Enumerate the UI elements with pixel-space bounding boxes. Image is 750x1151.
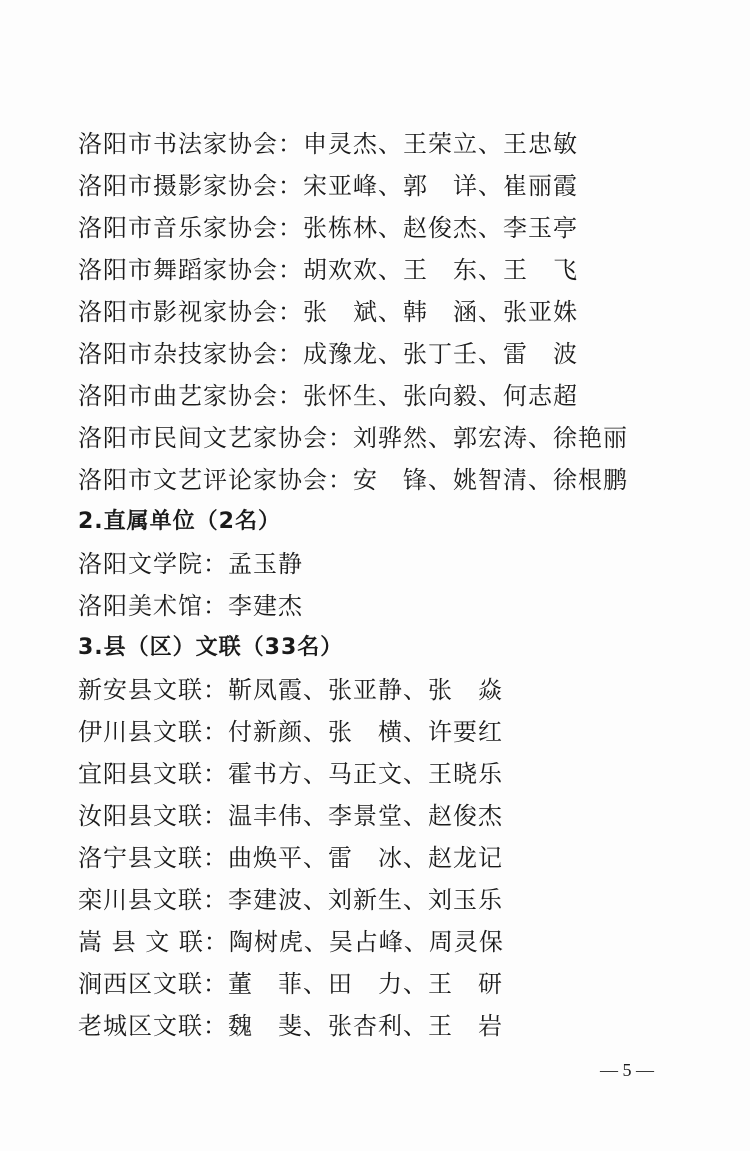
county-line-luanchuan: 栾川县文联：李建波、刘新生、刘玉乐 bbox=[78, 886, 503, 914]
section-heading-county-federations: 3.县（区）文联（33名） bbox=[78, 635, 344, 660]
county-line-songxian: 嵩 县 文 联：陶树虎、吴占峰、周灵保 bbox=[78, 928, 504, 956]
association-line-photography: 洛阳市摄影家协会：宋亚峰、郭 详、崔丽霞 bbox=[78, 172, 578, 200]
association-line-film: 洛阳市影视家协会：张 斌、韩 涵、张亚姝 bbox=[78, 298, 578, 326]
county-line-yichuan: 伊川县文联：付新颜、张 横、许要红 bbox=[78, 718, 503, 746]
county-line-laocheng: 老城区文联：魏 斐、张杏利、王 岩 bbox=[78, 1012, 503, 1040]
association-line-art-criticism: 洛阳市文艺评论家协会：安 锋、姚智清、徐根鹏 bbox=[78, 466, 628, 494]
direct-unit-literature-academy: 洛阳文学院：孟玉静 bbox=[78, 550, 303, 578]
page-number: — 5 — bbox=[600, 1060, 654, 1080]
direct-unit-art-museum: 洛阳美术馆：李建杰 bbox=[78, 592, 303, 620]
county-line-xinan: 新安县文联：靳凤霞、张亚静、张 焱 bbox=[78, 676, 503, 704]
association-line-folk-art: 洛阳市民间文艺家协会：刘骅然、郭宏涛、徐艳丽 bbox=[78, 424, 628, 452]
association-line-dance: 洛阳市舞蹈家协会：胡欢欢、王 东、王 飞 bbox=[78, 256, 578, 284]
association-line-calligraphy: 洛阳市书法家协会：申灵杰、王荣立、王忠敏 bbox=[78, 130, 578, 158]
county-line-luoning: 洛宁县文联：曲焕平、雷 冰、赵龙记 bbox=[78, 844, 503, 872]
association-line-acrobatics: 洛阳市杂技家协会：成豫龙、张丁壬、雷 波 bbox=[78, 340, 578, 368]
county-line-jianxi: 涧西区文联：董 菲、田 力、王 研 bbox=[78, 970, 503, 998]
section-heading-direct-units: 2.直属单位（2名） bbox=[78, 509, 281, 534]
county-line-yiyang: 宜阳县文联：霍书方、马正文、王晓乐 bbox=[78, 760, 503, 788]
association-line-quyi: 洛阳市曲艺家协会：张怀生、张向毅、何志超 bbox=[78, 382, 578, 410]
county-line-ruyang: 汝阳县文联：温丰伟、李景堂、赵俊杰 bbox=[78, 802, 503, 830]
association-line-music: 洛阳市音乐家协会：张栋林、赵俊杰、李玉亭 bbox=[78, 214, 578, 242]
